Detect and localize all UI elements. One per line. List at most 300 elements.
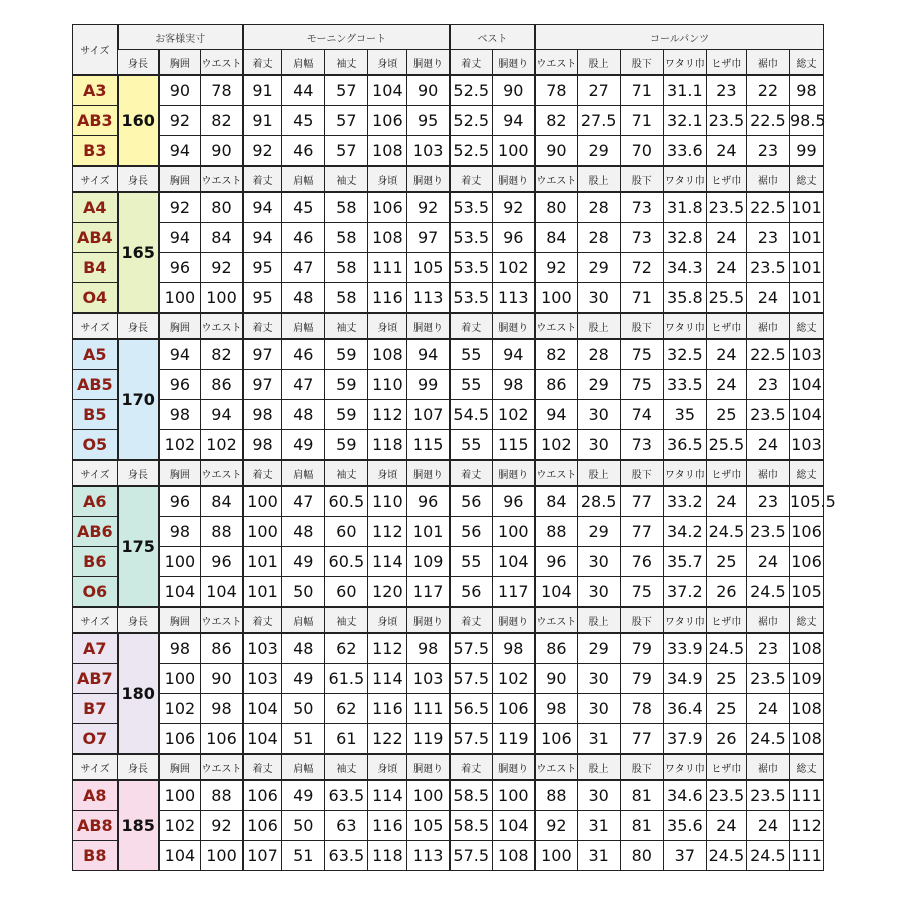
header-chest: 胸囲: [159, 313, 201, 339]
value-coat-girth: 98: [407, 633, 450, 664]
value-pants-knee: 24: [706, 811, 746, 841]
size-row: [73, 664, 824, 694]
value-vest-girth: 100: [492, 780, 535, 811]
value-pants-inseam: 78: [620, 694, 663, 724]
value-pants-waist: 90: [535, 136, 577, 167]
value-pants-waist: 90: [535, 664, 577, 694]
value-pants-knee: 25: [706, 547, 746, 577]
header-pants-rise: 股上: [577, 754, 620, 780]
value-coat-length: 98: [243, 430, 282, 461]
header-coat-sleeve: 袖丈: [325, 50, 368, 76]
value-pants-rise: 31: [577, 841, 620, 871]
value-pants-knee: 24: [706, 370, 746, 400]
value-vest-length: 56: [450, 486, 492, 517]
header-vest-length: 着丈: [450, 607, 492, 633]
value-coat-length: 97: [243, 370, 282, 400]
value-coat-body: 110: [368, 370, 407, 400]
value-vest-length: 52.5: [450, 106, 492, 136]
header-pants-waist: ウエスト: [535, 607, 577, 633]
header-size-code: サイズ: [73, 313, 118, 339]
value-pants-inseam: 75: [620, 577, 663, 608]
header-coat-girth: 胴廻り: [407, 754, 450, 780]
header-pants-knee: ヒザ巾: [706, 607, 746, 633]
value-vest-girth: 90: [492, 75, 535, 106]
value-coat-shoulder: 49: [282, 430, 325, 461]
size-row: [73, 430, 824, 461]
value-waist: 106: [201, 724, 243, 755]
value-pants-inseam: 72: [620, 253, 663, 283]
value-pants-thigh: 32.8: [663, 223, 706, 253]
value-pants-knee: 25.5: [706, 430, 746, 461]
header-waist: ウエスト: [201, 313, 243, 339]
value-pants-waist: 100: [535, 841, 577, 871]
value-waist: 78: [201, 75, 243, 106]
size-header-cell: サイズ: [73, 25, 118, 76]
column-header-row: [73, 607, 824, 633]
value-pants-thigh: 34.9: [663, 664, 706, 694]
value-pants-waist: 92: [535, 253, 577, 283]
header-height: 身長: [118, 460, 159, 486]
value-chest: 104: [159, 577, 201, 608]
value-pants-waist: 88: [535, 517, 577, 547]
header-size-code: サイズ: [73, 754, 118, 780]
value-chest: 90: [159, 75, 201, 106]
value-coat-sleeve: 58: [325, 283, 368, 314]
header-pants-thigh: ワタリ巾: [663, 313, 706, 339]
value-vest-girth: 104: [492, 547, 535, 577]
value-coat-shoulder: 46: [282, 223, 325, 253]
value-coat-shoulder: 48: [282, 283, 325, 314]
value-coat-girth: 107: [407, 400, 450, 430]
value-vest-girth: 106: [492, 694, 535, 724]
value-vest-length: 57.5: [450, 724, 492, 755]
value-coat-girth: 119: [407, 724, 450, 755]
value-pants-waist: 82: [535, 339, 577, 370]
value-vest-length: 55: [450, 547, 492, 577]
header-pants-rise: 股上: [577, 50, 620, 76]
value-vest-length: 53.5: [450, 253, 492, 283]
value-coat-sleeve: 58: [325, 223, 368, 253]
header-pants-inseam: 股下: [620, 460, 663, 486]
value-coat-sleeve: 57: [325, 75, 368, 106]
value-waist: 84: [201, 486, 243, 517]
value-pants-thigh: 34.3: [663, 253, 706, 283]
value-chest: 104: [159, 841, 201, 871]
header-pants-waist: ウエスト: [535, 166, 577, 192]
header-height: 身長: [118, 50, 159, 76]
value-coat-girth: 92: [407, 192, 450, 223]
header-pants-hem: 裾巾: [746, 166, 789, 192]
value-coat-body: 118: [368, 430, 407, 461]
size-row: [73, 370, 824, 400]
value-chest: 102: [159, 811, 201, 841]
value-pants-waist: 100: [535, 283, 577, 314]
height-cell: 185: [118, 780, 159, 871]
body-measurements-header: お客様実寸: [118, 25, 243, 50]
value-coat-girth: 101: [407, 517, 450, 547]
header-pants-total: 総丈: [789, 50, 823, 76]
header-coat-girth: 胴廻り: [407, 607, 450, 633]
value-coat-shoulder: 51: [282, 724, 325, 755]
header-vest-length: 着丈: [450, 50, 492, 76]
value-coat-length: 91: [243, 75, 282, 106]
value-pants-knee: 24: [706, 486, 746, 517]
value-coat-shoulder: 47: [282, 370, 325, 400]
value-pants-knee: 25: [706, 400, 746, 430]
value-pants-hem: 23.5: [746, 664, 789, 694]
size-code-cell: B8: [73, 841, 118, 871]
value-vest-length: 56.5: [450, 694, 492, 724]
value-coat-length: 94: [243, 223, 282, 253]
value-pants-thigh: 31.8: [663, 192, 706, 223]
header-pants-total: 総丈: [789, 313, 823, 339]
value-pants-inseam: 79: [620, 664, 663, 694]
value-pants-hem: 24.5: [746, 841, 789, 871]
size-row: [73, 547, 824, 577]
value-chest: 94: [159, 136, 201, 167]
value-pants-total: 108: [789, 694, 823, 724]
value-coat-length: 98: [243, 400, 282, 430]
header-pants-waist: ウエスト: [535, 460, 577, 486]
value-pants-total: 98.5: [789, 106, 823, 136]
header-coat-sleeve: 袖丈: [325, 607, 368, 633]
value-pants-hem: 24: [746, 430, 789, 461]
value-coat-body: 108: [368, 223, 407, 253]
header-pants-knee: ヒザ巾: [706, 313, 746, 339]
value-waist: 82: [201, 339, 243, 370]
value-chest: 96: [159, 370, 201, 400]
value-coat-length: 101: [243, 577, 282, 608]
value-pants-thigh: 37: [663, 841, 706, 871]
value-pants-rise: 27: [577, 75, 620, 106]
value-pants-total: 111: [789, 841, 823, 871]
value-coat-length: 103: [243, 664, 282, 694]
size-code-cell: A4: [73, 192, 118, 223]
value-waist: 90: [201, 136, 243, 167]
value-coat-body: 116: [368, 811, 407, 841]
value-coat-sleeve: 59: [325, 400, 368, 430]
value-pants-rise: 30: [577, 547, 620, 577]
value-vest-girth: 94: [492, 339, 535, 370]
value-chest: 94: [159, 339, 201, 370]
value-waist: 100: [201, 283, 243, 314]
value-waist: 98: [201, 694, 243, 724]
value-waist: 94: [201, 400, 243, 430]
value-vest-girth: 100: [492, 517, 535, 547]
header-pants-rise: 股上: [577, 166, 620, 192]
size-code-cell: A5: [73, 339, 118, 370]
value-waist: 80: [201, 192, 243, 223]
value-pants-rise: 30: [577, 430, 620, 461]
value-pants-hem: 24: [746, 283, 789, 314]
value-vest-girth: 98: [492, 370, 535, 400]
value-waist: 90: [201, 664, 243, 694]
value-waist: 88: [201, 780, 243, 811]
value-pants-inseam: 73: [620, 192, 663, 223]
value-coat-length: 95: [243, 283, 282, 314]
value-waist: 86: [201, 370, 243, 400]
header-waist: ウエスト: [201, 50, 243, 76]
value-pants-knee: 24: [706, 136, 746, 167]
header-height: 身長: [118, 754, 159, 780]
header-coat-body: 身頃: [368, 754, 407, 780]
value-pants-thigh: 36.5: [663, 430, 706, 461]
size-code-cell: AB3: [73, 106, 118, 136]
value-coat-body: 110: [368, 486, 407, 517]
value-pants-knee: 23.5: [706, 192, 746, 223]
header-waist: ウエスト: [201, 166, 243, 192]
value-chest: 100: [159, 283, 201, 314]
value-chest: 106: [159, 724, 201, 755]
value-vest-length: 53.5: [450, 283, 492, 314]
value-coat-length: 106: [243, 780, 282, 811]
value-pants-rise: 29: [577, 136, 620, 167]
value-pants-inseam: 79: [620, 633, 663, 664]
value-pants-waist: 88: [535, 780, 577, 811]
value-coat-shoulder: 50: [282, 811, 325, 841]
value-coat-length: 104: [243, 724, 282, 755]
column-header-row: [73, 754, 824, 780]
value-waist: 86: [201, 633, 243, 664]
value-coat-shoulder: 47: [282, 486, 325, 517]
value-chest: 98: [159, 633, 201, 664]
value-chest: 96: [159, 253, 201, 283]
size-code-cell: B4: [73, 253, 118, 283]
size-row: [73, 400, 824, 430]
value-coat-length: 101: [243, 547, 282, 577]
size-row: [73, 136, 824, 167]
value-coat-length: 92: [243, 136, 282, 167]
value-pants-thigh: 33.5: [663, 370, 706, 400]
value-coat-sleeve: 61: [325, 724, 368, 755]
value-pants-waist: 94: [535, 400, 577, 430]
header-pants-thigh: ワタリ巾: [663, 754, 706, 780]
size-row: [73, 283, 824, 314]
header-pants-hem: 裾巾: [746, 50, 789, 76]
header-pants-thigh: ワタリ巾: [663, 166, 706, 192]
value-pants-hem: 24.5: [746, 724, 789, 755]
value-coat-body: 112: [368, 517, 407, 547]
value-pants-knee: 24.5: [706, 517, 746, 547]
value-pants-knee: 24.5: [706, 841, 746, 871]
value-pants-inseam: 75: [620, 339, 663, 370]
size-code-cell: O5: [73, 430, 118, 461]
header-pants-total: 総丈: [789, 754, 823, 780]
size-row: [73, 694, 824, 724]
value-pants-rise: 30: [577, 780, 620, 811]
value-coat-shoulder: 50: [282, 577, 325, 608]
value-vest-length: 56: [450, 517, 492, 547]
value-pants-knee: 23.5: [706, 780, 746, 811]
value-pants-knee: 23: [706, 75, 746, 106]
value-coat-girth: 100: [407, 780, 450, 811]
value-pants-total: 109: [789, 664, 823, 694]
header-chest: 胸囲: [159, 50, 201, 76]
header-vest-girth: 胴廻り: [492, 50, 535, 76]
header-size-code: サイズ: [73, 607, 118, 633]
value-pants-hem: 22.5: [746, 339, 789, 370]
value-chest: 98: [159, 517, 201, 547]
value-pants-waist: 104: [535, 577, 577, 608]
header-vest-length: 着丈: [450, 313, 492, 339]
value-pants-hem: 22.5: [746, 192, 789, 223]
value-coat-body: 112: [368, 633, 407, 664]
column-header-row: [73, 166, 824, 192]
header-pants-knee: ヒザ巾: [706, 460, 746, 486]
value-chest: 100: [159, 547, 201, 577]
value-pants-waist: 92: [535, 811, 577, 841]
header-pants-rise: 股上: [577, 607, 620, 633]
value-pants-waist: 86: [535, 633, 577, 664]
value-coat-sleeve: 60.5: [325, 547, 368, 577]
value-coat-body: 122: [368, 724, 407, 755]
value-pants-hem: 23.5: [746, 400, 789, 430]
value-coat-girth: 115: [407, 430, 450, 461]
value-coat-sleeve: 57: [325, 136, 368, 167]
height-cell: 180: [118, 633, 159, 754]
header-size-code: サイズ: [73, 166, 118, 192]
value-coat-shoulder: 46: [282, 339, 325, 370]
header-pants-knee: ヒザ巾: [706, 166, 746, 192]
value-pants-knee: 25.5: [706, 283, 746, 314]
value-coat-sleeve: 62: [325, 633, 368, 664]
value-coat-sleeve: 60: [325, 517, 368, 547]
value-coat-length: 103: [243, 633, 282, 664]
value-pants-hem: 23.5: [746, 780, 789, 811]
value-pants-inseam: 77: [620, 486, 663, 517]
header-pants-rise: 股上: [577, 313, 620, 339]
value-coat-length: 95: [243, 253, 282, 283]
value-pants-inseam: 75: [620, 370, 663, 400]
value-pants-rise: 29: [577, 253, 620, 283]
value-pants-total: 104: [789, 370, 823, 400]
header-coat-body: 身頃: [368, 166, 407, 192]
value-coat-sleeve: 59: [325, 339, 368, 370]
value-pants-thigh: 33.9: [663, 633, 706, 664]
header-coat-body: 身頃: [368, 607, 407, 633]
value-chest: 100: [159, 780, 201, 811]
value-pants-thigh: 37.9: [663, 724, 706, 755]
value-coat-length: 104: [243, 694, 282, 724]
header-pants-inseam: 股下: [620, 50, 663, 76]
value-pants-rise: 28.5: [577, 486, 620, 517]
value-vest-girth: 96: [492, 486, 535, 517]
value-pants-knee: 26: [706, 577, 746, 608]
value-coat-body: 112: [368, 400, 407, 430]
value-coat-shoulder: 45: [282, 192, 325, 223]
value-vest-length: 55: [450, 430, 492, 461]
value-coat-shoulder: 48: [282, 633, 325, 664]
value-vest-girth: 94: [492, 106, 535, 136]
value-coat-girth: 117: [407, 577, 450, 608]
header-coat-body: 身頃: [368, 50, 407, 76]
header-vest-girth: 胴廻り: [492, 754, 535, 780]
value-coat-shoulder: 48: [282, 400, 325, 430]
header-coat-length: 着丈: [243, 313, 282, 339]
value-pants-knee: 26: [706, 724, 746, 755]
size-code-cell: B3: [73, 136, 118, 167]
value-pants-rise: 28: [577, 223, 620, 253]
value-coat-sleeve: 59: [325, 370, 368, 400]
height-cell: 170: [118, 339, 159, 460]
header-pants-waist: ウエスト: [535, 50, 577, 76]
value-coat-girth: 105: [407, 811, 450, 841]
value-coat-body: 108: [368, 339, 407, 370]
value-waist: 88: [201, 517, 243, 547]
header-chest: 胸囲: [159, 607, 201, 633]
value-pants-total: 101: [789, 223, 823, 253]
value-chest: 92: [159, 106, 201, 136]
value-pants-thigh: 32.1: [663, 106, 706, 136]
value-pants-rise: 31: [577, 724, 620, 755]
value-pants-knee: 23.5: [706, 106, 746, 136]
header-pants-hem: 裾巾: [746, 754, 789, 780]
header-vest-girth: 胴廻り: [492, 607, 535, 633]
value-coat-girth: 103: [407, 136, 450, 167]
value-pants-thigh: 31.1: [663, 75, 706, 106]
striped-pants-header: コールパンツ: [535, 25, 823, 50]
value-coat-body: 106: [368, 106, 407, 136]
size-code-cell: O7: [73, 724, 118, 755]
value-pants-rise: 30: [577, 400, 620, 430]
value-coat-body: 116: [368, 283, 407, 314]
value-pants-total: 112: [789, 811, 823, 841]
value-pants-hem: 22.5: [746, 106, 789, 136]
value-pants-total: 103: [789, 339, 823, 370]
value-pants-hem: 23: [746, 136, 789, 167]
value-vest-length: 53.5: [450, 192, 492, 223]
value-coat-girth: 99: [407, 370, 450, 400]
value-pants-total: 108: [789, 724, 823, 755]
value-coat-length: 97: [243, 339, 282, 370]
header-pants-inseam: 股下: [620, 166, 663, 192]
value-pants-inseam: 81: [620, 780, 663, 811]
value-coat-length: 107: [243, 841, 282, 871]
header-waist: ウエスト: [201, 754, 243, 780]
size-row: [73, 841, 824, 871]
value-pants-waist: 78: [535, 75, 577, 106]
value-coat-sleeve: 61.5: [325, 664, 368, 694]
size-row: [73, 577, 824, 608]
value-vest-length: 56: [450, 577, 492, 608]
value-pants-rise: 30: [577, 577, 620, 608]
size-row: [73, 75, 824, 106]
value-coat-girth: 109: [407, 547, 450, 577]
header-coat-shoulder: 肩幅: [282, 166, 325, 192]
value-pants-total: 106: [789, 547, 823, 577]
value-coat-shoulder: 49: [282, 780, 325, 811]
size-code-cell: A6: [73, 486, 118, 517]
value-coat-body: 114: [368, 780, 407, 811]
header-vest-length: 着丈: [450, 166, 492, 192]
value-coat-girth: 111: [407, 694, 450, 724]
value-pants-waist: 86: [535, 370, 577, 400]
size-code-cell: AB5: [73, 370, 118, 400]
value-pants-inseam: 71: [620, 106, 663, 136]
value-coat-girth: 90: [407, 75, 450, 106]
size-code-cell: AB4: [73, 223, 118, 253]
value-coat-girth: 113: [407, 283, 450, 314]
value-pants-total: 104: [789, 400, 823, 430]
value-pants-thigh: 33.6: [663, 136, 706, 167]
value-vest-length: 58.5: [450, 780, 492, 811]
value-coat-girth: 105: [407, 253, 450, 283]
value-vest-length: 55: [450, 370, 492, 400]
value-vest-length: 58.5: [450, 811, 492, 841]
header-pants-knee: ヒザ巾: [706, 50, 746, 76]
size-code-cell: B5: [73, 400, 118, 430]
value-chest: 98: [159, 400, 201, 430]
